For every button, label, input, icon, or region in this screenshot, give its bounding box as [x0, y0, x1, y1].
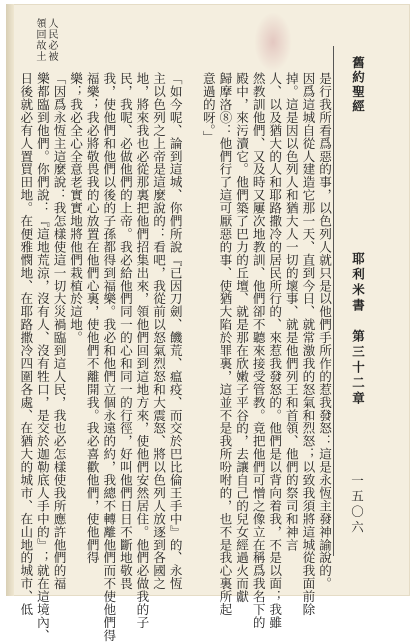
- text-column: 歸摩洛⑧：他們行了這可厭惡的事、使猶大陷於罪裏，這並不是我所吩咐的，也不是我心裏所起: [217, 72, 233, 616]
- text-column: 人、以及猶大的人和耶路撒冷的居民所行的、來惹我發怒的。他們是以背向着我，不是以面；我雖: [267, 72, 283, 629]
- text-column: 因爲這城自從人建造它那一天、直到今日、就常激我的怒氣和烈怒；以致我須將這城從我面前除: [300, 72, 316, 616]
- page-number: 一五〇六: [349, 474, 365, 536]
- text-column: 日後就必有人置買田地。在便雅憫地、在耶路撒冷四圍各處、在猶大的城市、在山地的城市、低: [18, 72, 34, 616]
- ink-stain: [254, 12, 292, 72]
- text-column: 民，我呢、必做他們的上帝。我必給他們同一的心和同一的行徑，好叫他們日日不斷地敬畏: [117, 72, 133, 590]
- text-column: 我，使他們和他們以後的子孫都得到福樂。我必和他們立個永遠的約，我總不轉離他們而不使他們得: [101, 72, 117, 642]
- marginal-line: 人民必被: [46, 18, 57, 62]
- header-divider: [333, 46, 334, 556]
- text-column: 樂；我必全心全意老實實地將他們栽植於這地。: [68, 72, 84, 344]
- text-column: 掉。這是因以色列人和猶大人一切的壞事、就是他們列王和首領、他們的祭司和神言: [283, 72, 299, 552]
- text-column: 福樂；我必將敬畏我的心放置在他們心裏，使他們不離開我。我必喜歡他們，使他們得: [84, 72, 100, 565]
- text-body: [15, 72, 332, 642]
- book-page: [6, 4, 410, 642]
- text-column: 「因爲永恆主這麼說：我怎樣使這一切大災禍臨到這人民，我也必怎樣使我所應許他們的福: [51, 72, 67, 590]
- text-column: 主以色列之上帝是這麼說的：看吧，我從前以怒氣烈怒和大震怒、將以色列人放逐到各國之: [151, 72, 167, 590]
- marginal-line: 領回故土: [34, 18, 45, 62]
- text-column: 意過的呀。」: [200, 72, 216, 144]
- text-column: 然教訓他們、又及時又屢次地教訓、他們卻不聽來接受管教。竟把他們可憎之像立在稱爲我名下的: [250, 72, 266, 629]
- text-column: 「如今呢、論到這城、你們所說『已因刀劍、饑荒、瘟疫、而交於巴比倫王手中』的、永恆: [167, 72, 183, 590]
- book-title: 舊約聖經: [350, 56, 366, 114]
- text-column: 地，將來我也必從那裏把他們招集出來，領他們回到這地方來，使他們安然居住。他們必做我的子: [134, 72, 150, 629]
- text-column: 殿中，來污瀆它。他們築了巴力的丘壇、就是那在欣嫩子平谷的，去讓自己的兒女經過火而獻: [234, 72, 250, 603]
- page-gutter: [6, 4, 14, 596]
- text-column: 是行我所看爲惡的事，以色列人就只是以他們手所作的惹我發怒：這是永恆主發神諭說的。: [317, 72, 332, 590]
- text-column: 樂都臨到他們。你們說：『這地荒涼，沒有人、沒有牲口，是交於迦勒底人手中的』；就在這境內、: [34, 72, 50, 642]
- chapter-header: 耶利米書 第三十二章: [350, 252, 366, 407]
